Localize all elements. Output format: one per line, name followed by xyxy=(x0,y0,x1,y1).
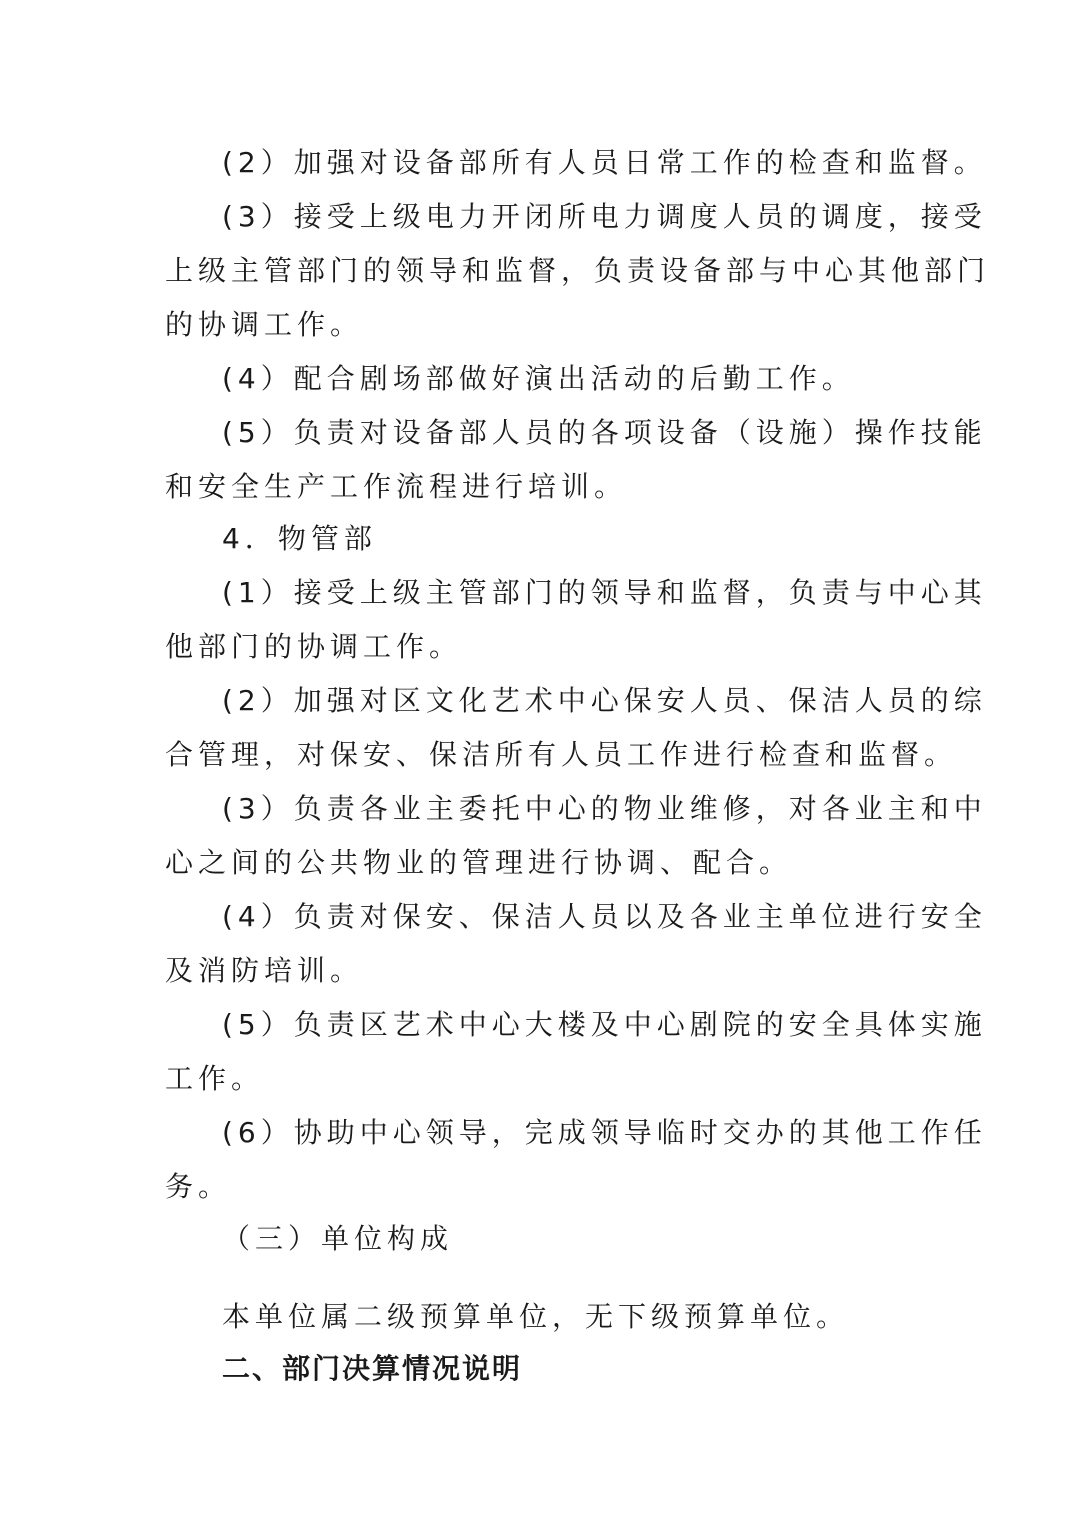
paragraph-line: 本单位属二级预算单位，无下级预算单位。 xyxy=(222,1300,850,1333)
paragraph-line: (1）接受上级主管部门的领导和监督，负责与中心其 xyxy=(222,576,987,609)
paragraph-line: (6）协助中心领导，完成领导临时交办的其他工作任 xyxy=(222,1116,987,1149)
paragraph-line: 工作。 xyxy=(165,1062,265,1095)
section-heading-wuguanbu: 4．物管部 xyxy=(222,522,377,555)
paragraph-line: 及消防培训。 xyxy=(165,954,364,987)
paragraph-line: 务。 xyxy=(165,1170,232,1203)
paragraph-line: 上级主管部门的领导和监督，负责设备部与中心其他部门 xyxy=(165,254,991,287)
paragraph-line: 的协调工作。 xyxy=(165,308,364,341)
paragraph-line: (3）负责各业主委托中心的物业维修，对各业主和中 xyxy=(222,792,987,825)
paragraph-line: (5）负责对设备部人员的各项设备（设施）操作技能 xyxy=(222,416,987,449)
paragraph-line: (3）接受上级电力开闭所电力调度人员的调度，接受 xyxy=(222,200,987,233)
paragraph-line: (4）负责对保安、保洁人员以及各业主单位进行安全 xyxy=(222,900,987,933)
paragraph-line: 他部门的协调工作。 xyxy=(165,630,463,663)
paragraph-line: (4）配合剧场部做好演出活动的后勤工作。 xyxy=(222,362,855,395)
section-heading-final-accounts: 二、部门决算情况说明 xyxy=(222,1352,523,1385)
paragraph-line: 和安全生产工作流程进行培训。 xyxy=(165,470,628,503)
paragraph-line: (2）加强对设备部所有人员日常工作的检查和监督。 xyxy=(222,146,987,179)
paragraph-line: (5）负责区艺术中心大楼及中心剧院的安全具体实施 xyxy=(222,1008,987,1041)
subsection-heading-unit-composition: （三）单位构成 xyxy=(222,1222,454,1255)
paragraph-line: 心之间的公共物业的管理进行协调、配合。 xyxy=(165,846,793,879)
paragraph-line: 合管理，对保安、保洁所有人员工作进行检查和监督。 xyxy=(165,738,958,771)
paragraph-line: (2）加强对区文化艺术中心保安人员、保洁人员的综 xyxy=(222,684,987,717)
